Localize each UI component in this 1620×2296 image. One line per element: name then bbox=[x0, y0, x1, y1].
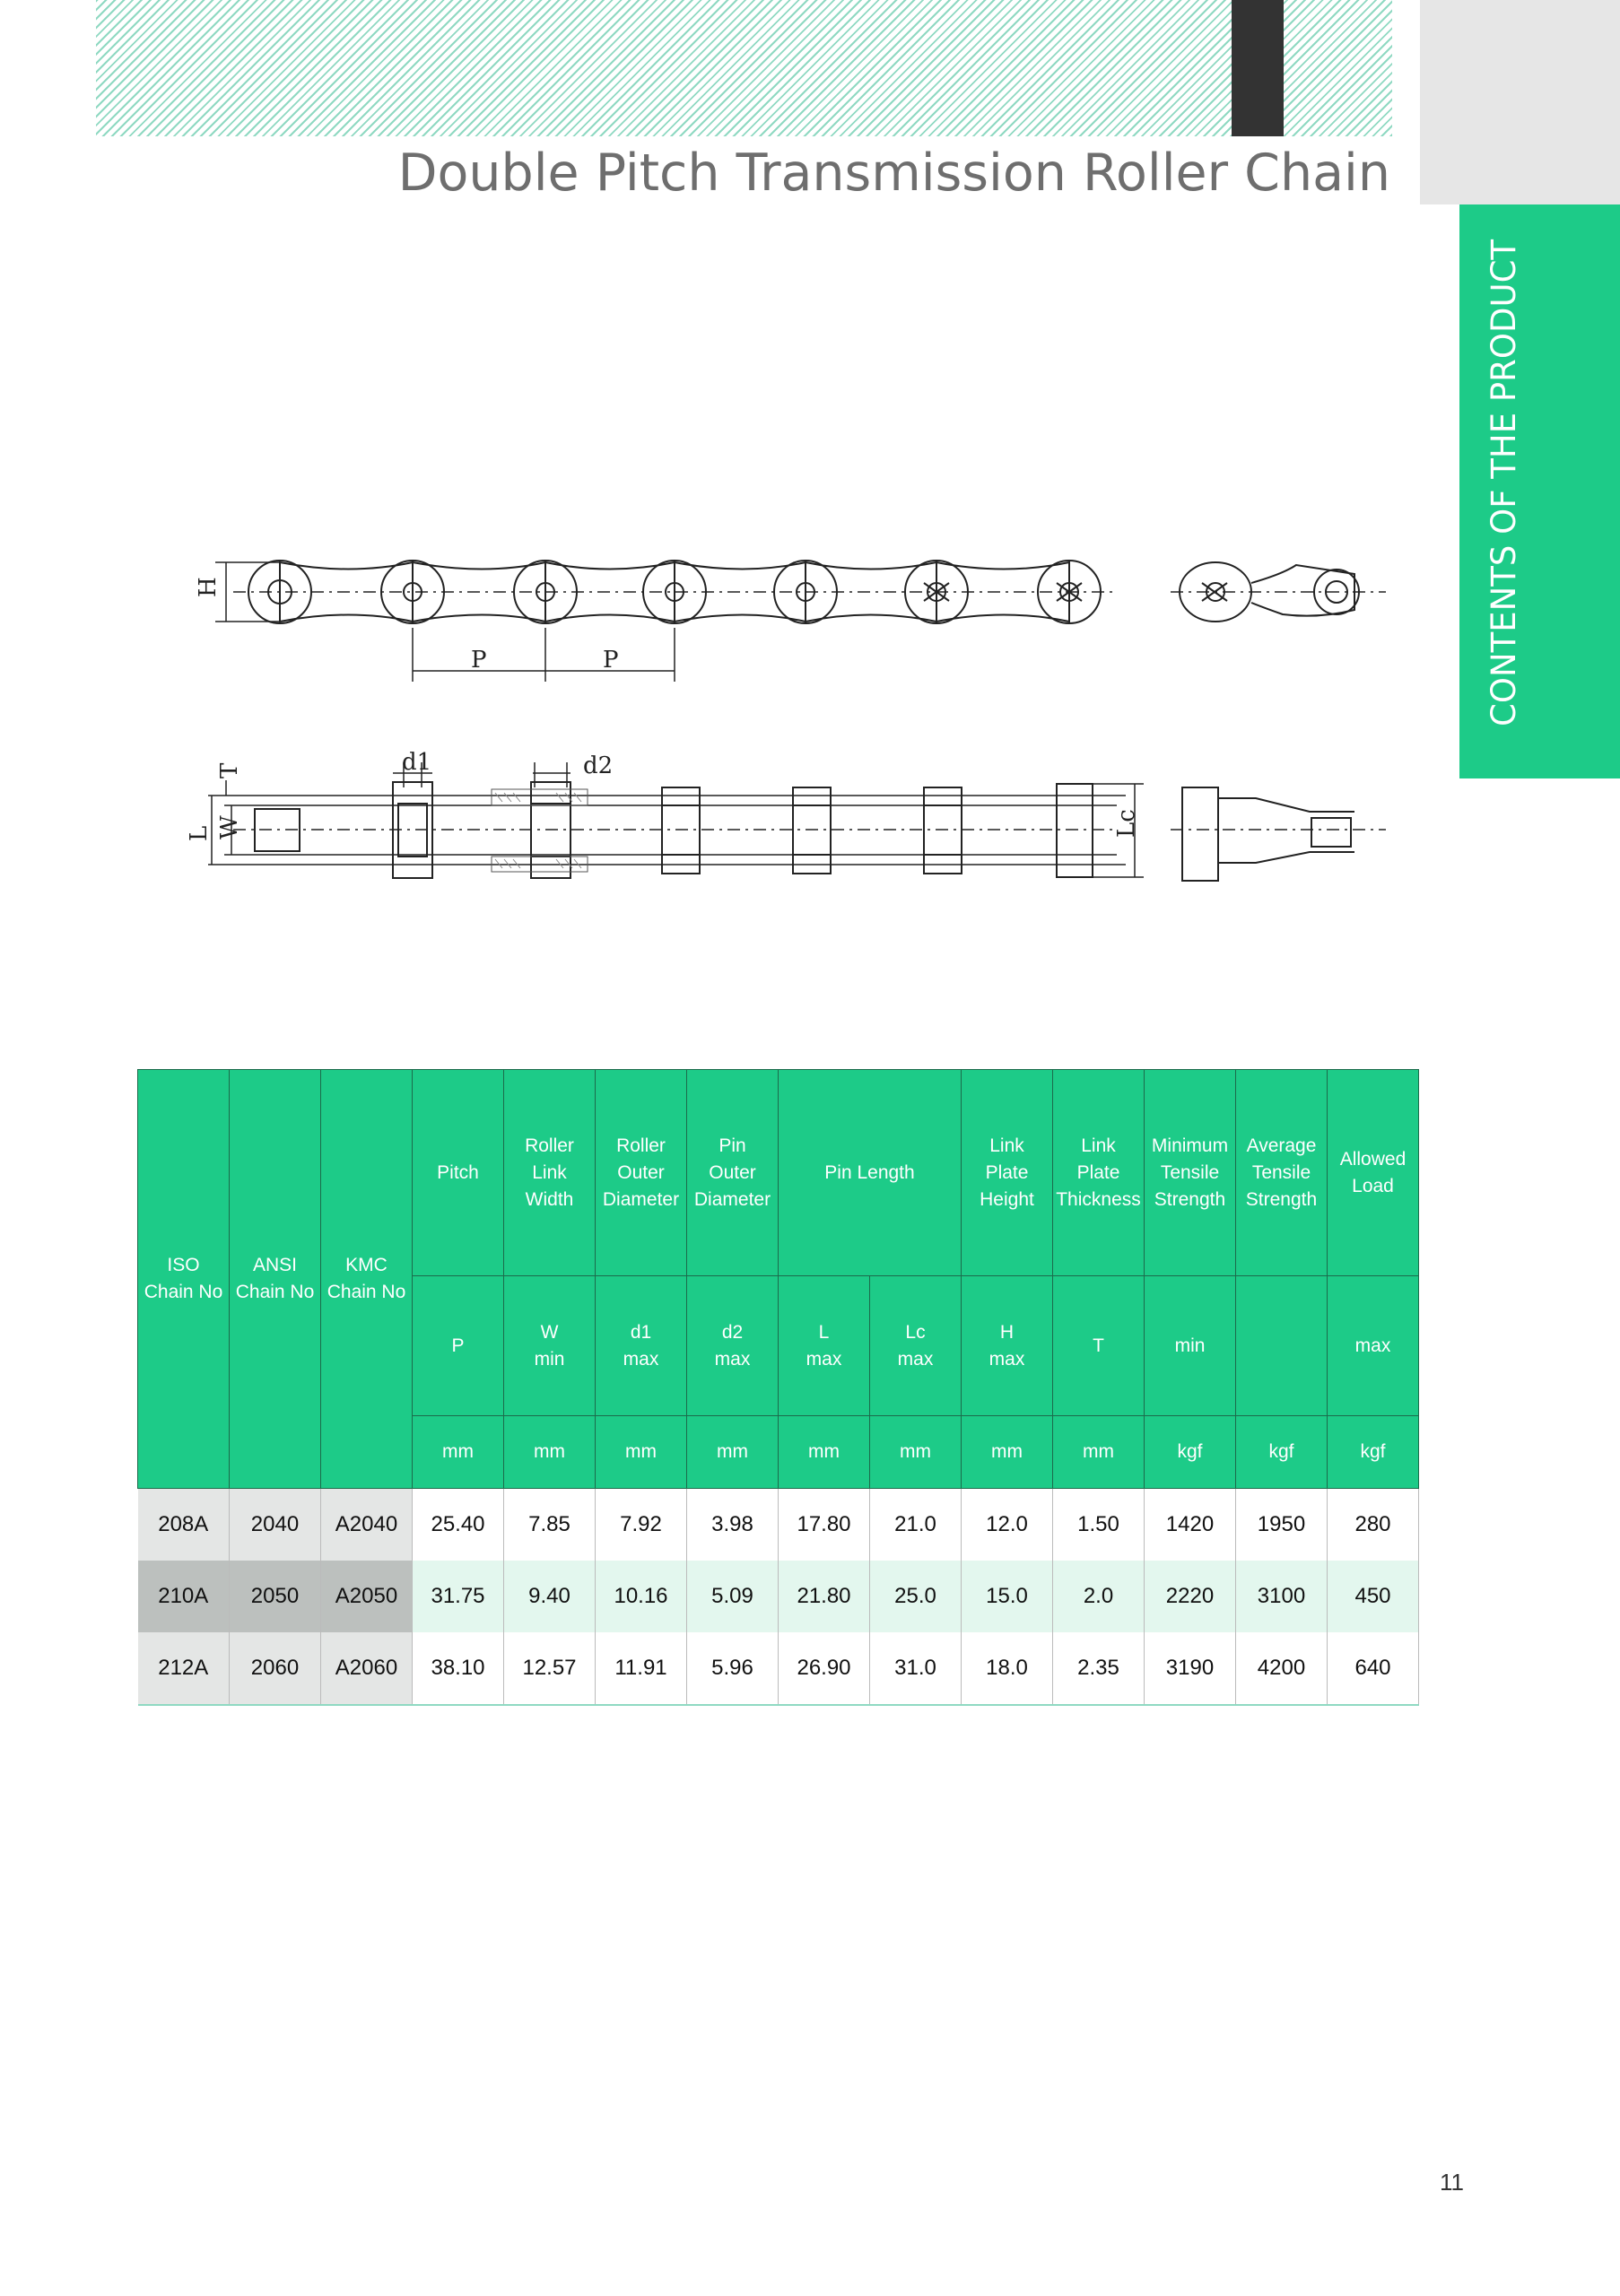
header-label: Allowed Load bbox=[1328, 1070, 1419, 1276]
header-unit: mm bbox=[504, 1416, 596, 1489]
page-title: Double Pitch Transmission Roller Chain bbox=[397, 144, 1390, 203]
spec-cell: 25.40 bbox=[413, 1489, 504, 1561]
spec-cell: 2.35 bbox=[1053, 1632, 1145, 1705]
spec-cell: 7.85 bbox=[504, 1489, 596, 1561]
spec-cell: 5.09 bbox=[687, 1561, 779, 1632]
dim-label-d2: d2 bbox=[583, 752, 614, 779]
header-unit: kgf bbox=[1328, 1416, 1419, 1489]
header-symbol: T bbox=[1053, 1276, 1145, 1416]
chain-id-cell: A2050 bbox=[321, 1561, 413, 1632]
header-symbol: d2 max bbox=[687, 1276, 779, 1416]
header-kmc: KMC Chain No bbox=[321, 1070, 413, 1489]
header-iso: ISO Chain No bbox=[138, 1070, 230, 1489]
dim-label-w: W bbox=[216, 815, 243, 839]
header-symbol: L max bbox=[779, 1276, 870, 1416]
spec-cell: 280 bbox=[1328, 1489, 1419, 1561]
dim-label-p2: P bbox=[603, 647, 619, 674]
header-unit: kgf bbox=[1236, 1416, 1328, 1489]
spec-cell: 3190 bbox=[1145, 1632, 1236, 1705]
spec-cell: 1420 bbox=[1145, 1489, 1236, 1561]
spec-cell: 4200 bbox=[1236, 1632, 1328, 1705]
header-unit: mm bbox=[962, 1416, 1053, 1489]
spec-cell: 31.0 bbox=[870, 1632, 962, 1705]
spec-cell: 38.10 bbox=[413, 1632, 504, 1705]
dim-label-h: H bbox=[195, 577, 222, 597]
spec-cell: 640 bbox=[1328, 1632, 1419, 1705]
dim-label-l: L bbox=[186, 825, 213, 841]
header-unit: kgf bbox=[1145, 1416, 1236, 1489]
header-symbol: P bbox=[413, 1276, 504, 1416]
header-symbol: max bbox=[1328, 1276, 1419, 1416]
header-label: Roller Outer Diameter bbox=[596, 1070, 687, 1276]
spec-cell: 15.0 bbox=[962, 1561, 1053, 1632]
header-unit: mm bbox=[687, 1416, 779, 1489]
header-label: Link Plate Thickness bbox=[1053, 1070, 1145, 1276]
chain-id-cell: 2040 bbox=[230, 1489, 321, 1561]
dim-label-t: T bbox=[216, 762, 243, 778]
header-symbol: d1 max bbox=[596, 1276, 687, 1416]
header-unit: mm bbox=[596, 1416, 687, 1489]
chain-technical-drawing bbox=[0, 0, 1620, 987]
spec-cell: 3.98 bbox=[687, 1489, 779, 1561]
header-symbol: W min bbox=[504, 1276, 596, 1416]
spec-cell: 2220 bbox=[1145, 1561, 1236, 1632]
header-label: Average Tensile Strength bbox=[1236, 1070, 1328, 1276]
table-row bbox=[138, 1632, 1419, 1705]
spec-cell: 31.75 bbox=[413, 1561, 504, 1632]
header-symbol: min bbox=[1145, 1276, 1236, 1416]
header-label: Link Plate Height bbox=[962, 1070, 1053, 1276]
spec-cell: 9.40 bbox=[504, 1561, 596, 1632]
chain-id-cell: 210A bbox=[138, 1561, 230, 1632]
header-unit: mm bbox=[413, 1416, 504, 1489]
spec-cell: 12.0 bbox=[962, 1489, 1053, 1561]
spec-table-body bbox=[138, 1489, 1419, 1706]
spec-cell: 21.0 bbox=[870, 1489, 962, 1561]
header-symbol bbox=[1236, 1276, 1328, 1416]
spec-cell: 17.80 bbox=[779, 1489, 870, 1561]
header-symbol: H max bbox=[962, 1276, 1053, 1416]
spec-table bbox=[137, 1069, 1419, 1706]
spec-cell: 450 bbox=[1328, 1561, 1419, 1632]
spec-cell: 7.92 bbox=[596, 1489, 687, 1561]
spec-cell: 2.0 bbox=[1053, 1561, 1145, 1632]
header-label: Minimum Tensile Strength bbox=[1145, 1070, 1236, 1276]
chain-id-cell: 212A bbox=[138, 1632, 230, 1705]
header-label: Pin Length bbox=[779, 1070, 962, 1276]
spec-cell: 25.0 bbox=[870, 1561, 962, 1632]
dim-label-p1: P bbox=[471, 647, 487, 674]
spec-cell: 1.50 bbox=[1053, 1489, 1145, 1561]
header-label: Pin Outer Diameter bbox=[687, 1070, 779, 1276]
header-unit: mm bbox=[870, 1416, 962, 1489]
page-number: 11 bbox=[1440, 2169, 1464, 2196]
header-ansi: ANSI Chain No bbox=[230, 1070, 321, 1489]
header-label: Pitch bbox=[413, 1070, 504, 1276]
table-row bbox=[138, 1561, 1419, 1632]
spec-cell: 1950 bbox=[1236, 1489, 1328, 1561]
spec-cell: 3100 bbox=[1236, 1561, 1328, 1632]
side-section-label: CONTENTS OF THE PRODUCT bbox=[1485, 239, 1523, 726]
chain-id-cell: 2060 bbox=[230, 1632, 321, 1705]
spec-cell: 11.91 bbox=[596, 1632, 687, 1705]
spec-cell: 5.96 bbox=[687, 1632, 779, 1705]
spec-cell: 10.16 bbox=[596, 1561, 687, 1632]
chain-id-cell: 208A bbox=[138, 1489, 230, 1561]
spec-cell: 21.80 bbox=[779, 1561, 870, 1632]
chain-id-cell: 2050 bbox=[230, 1561, 321, 1632]
header-unit: mm bbox=[779, 1416, 870, 1489]
table-row bbox=[138, 1489, 1419, 1561]
spec-cell: 26.90 bbox=[779, 1632, 870, 1705]
chain-id-cell: A2040 bbox=[321, 1489, 413, 1561]
header-unit: mm bbox=[1053, 1416, 1145, 1489]
header-symbol: Lc max bbox=[870, 1276, 962, 1416]
spec-cell: 12.57 bbox=[504, 1632, 596, 1705]
chain-id-cell: A2060 bbox=[321, 1632, 413, 1705]
spec-cell: 18.0 bbox=[962, 1632, 1053, 1705]
header-label: Roller Link Width bbox=[504, 1070, 596, 1276]
dim-label-d1: d1 bbox=[402, 749, 432, 776]
dim-label-lc: Lc bbox=[1113, 809, 1140, 838]
